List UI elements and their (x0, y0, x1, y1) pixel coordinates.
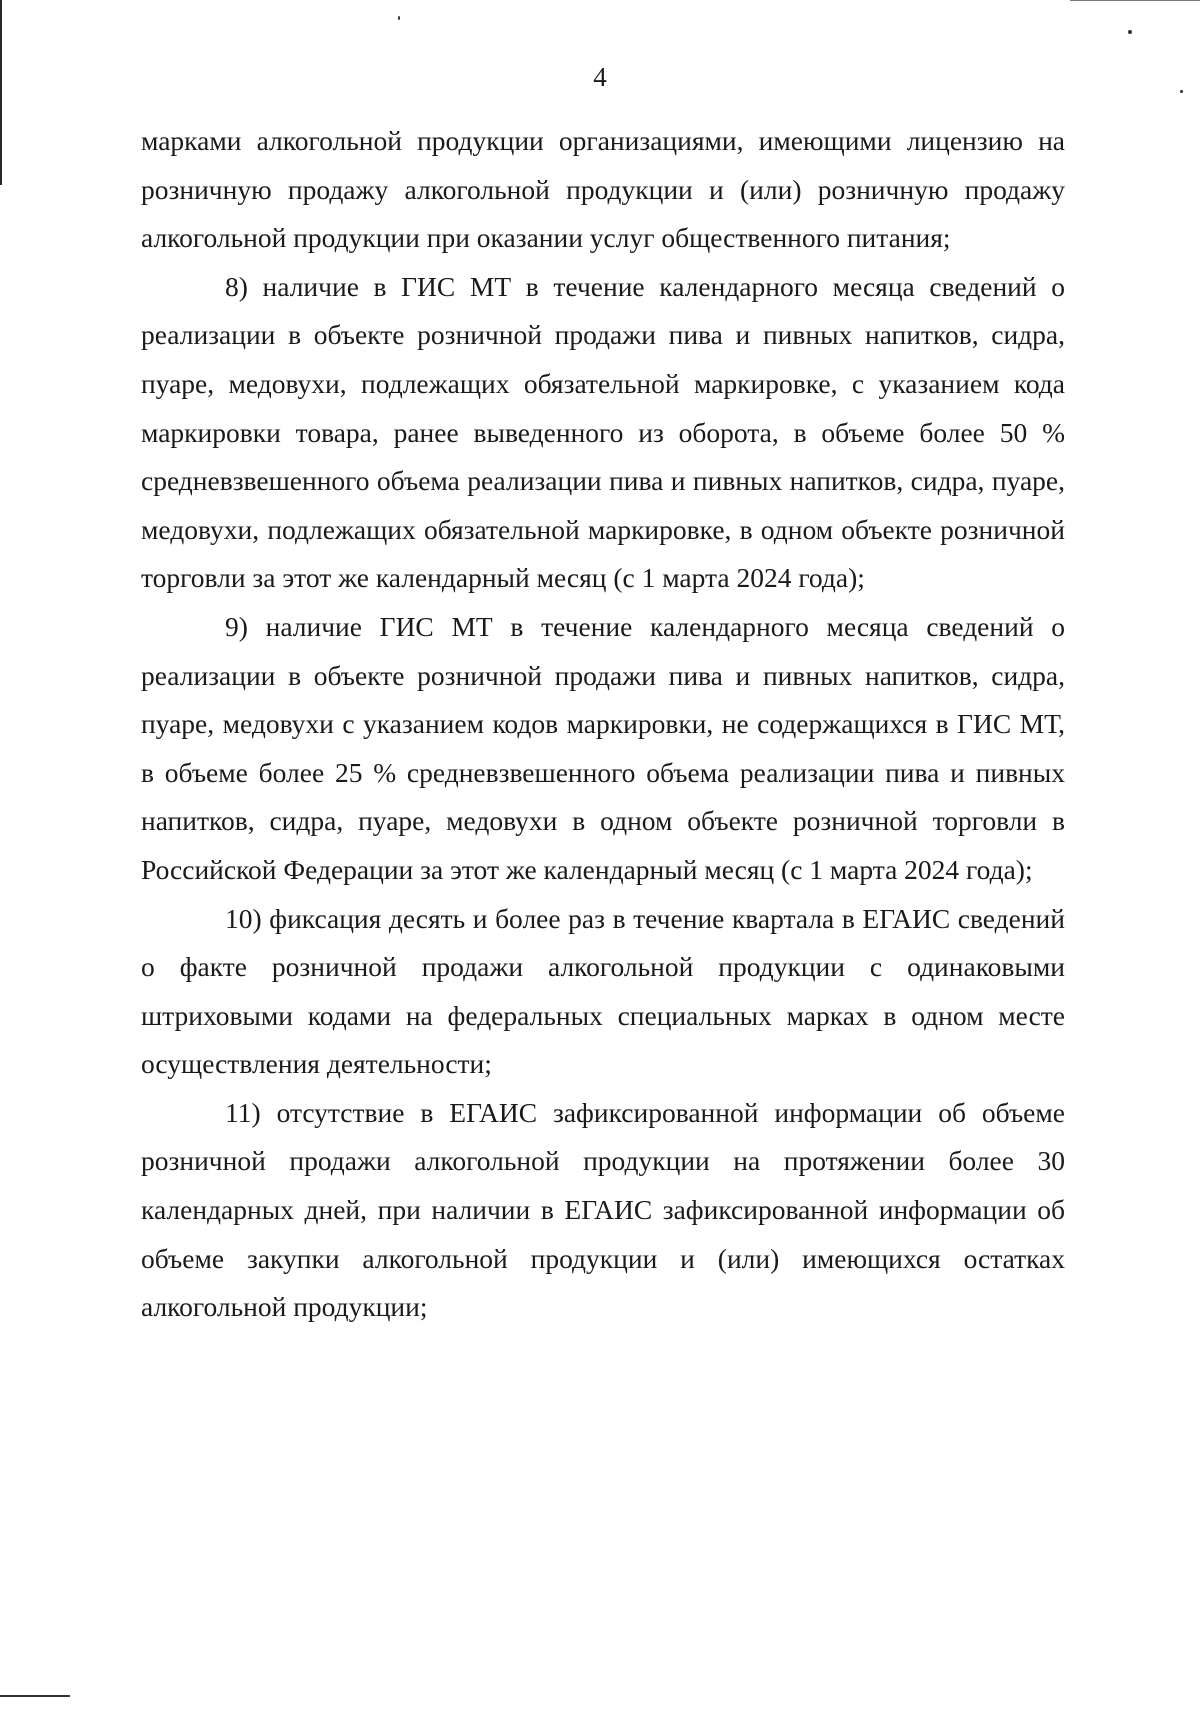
document-body (141, 117, 1065, 1332)
paragraph-continuation: марками алкогольной продукции организациями, имеющими лицензию на розничную продажу алкогольной продукции и (или) розничную продажу алкогольной продукции при оказании услуг общественного питания; (141, 125, 1065, 254)
scan-edge-top-right (1070, 0, 1200, 1)
page-number: 4 (593, 62, 607, 92)
paragraph-item-10: 10) фиксация десять и более раз в течение квартала в ЕГАИС сведений о факте розничной продажи алкогольной продукции с одинаковыми штриховыми кодами на федеральных специальных марках в одном месте осуществления деятельности; (141, 902, 1065, 1080)
scan-speck (1128, 30, 1132, 34)
scan-edge-bottom-left (0, 1695, 70, 1697)
scan-speck (398, 16, 400, 20)
paragraph-item-8: 8) наличие в ГИС МТ в течение календарного месяца сведений о реализации в объекте розничной продажи пива и пивных напитков, сидра, пуаре, медовухи, подлежащих обязательной маркировке, с указанием кода маркировки товара, ранее выведенного из оборота, в объеме более 50 % средневзвешенного объема реализации пива и пивных напитков, сидра, пуаре, медовухи, подлежащих обязательной маркировке, в одном объекте розничной торговли за этот же календарный месяц (с 1 марта 2024 года); (141, 270, 1065, 594)
paragraph-item-9: 9) наличие ГИС МТ в течение календарного месяца сведений о реализации в объекте розничной продажи пива и пивных напитков, сидра, пуаре, медовухи с указанием кодов маркировки, не содержащихся в ГИС МТ, в объеме более 25 % средневзвешенного объема реализации пива и пивных напитков, сидра, пуаре, медовухи в одном объекте розничной торговли в Российской Федерации за этот же календарный месяц (с 1 марта 2024 года); (141, 610, 1065, 885)
paragraph-item-11: 11) отсутствие в ЕГАИС зафиксированной информации об объеме розничной продажи алкогольной продукции на протяжении более 30 календарных дней, при наличии в ЕГАИС зафиксированной информации об объеме закупки алкогольной продукции и (или) имеющихся остатках алкогольной продукции; (141, 1096, 1065, 1323)
